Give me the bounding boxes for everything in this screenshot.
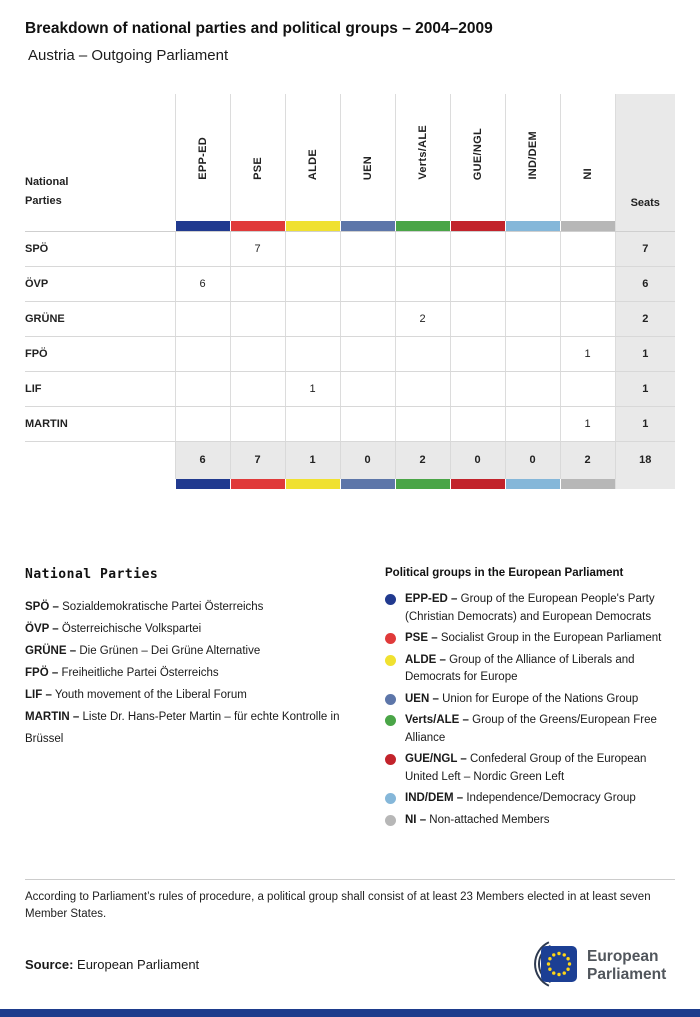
group-label: ALDE — [306, 148, 319, 180]
seat-cell — [450, 371, 505, 406]
group-column-header — [505, 94, 560, 221]
seat-cell: 1 — [560, 336, 615, 371]
seats-spacer-cell — [615, 221, 675, 231]
legend-item — [385, 591, 675, 626]
seat-cell — [560, 301, 615, 336]
party-abbr: FPÖ – — [25, 667, 59, 679]
seat-cell — [340, 266, 395, 301]
group-description: IND/DEM – Independence/Democracy Group — [405, 792, 636, 804]
group-label: UEN — [361, 155, 374, 180]
seat-cell: 2 — [395, 301, 450, 336]
group-color-bar-row — [25, 221, 675, 231]
group-label: IND/DEM — [526, 131, 539, 180]
party-full-name: Österreichische Volkspartei — [61, 623, 202, 635]
national-parties-header — [25, 94, 175, 221]
seat-cell — [230, 371, 285, 406]
seat-cell — [560, 231, 615, 266]
group-color-dot — [385, 815, 396, 826]
source-label: Source: — [25, 956, 74, 972]
footer — [25, 941, 675, 987]
seat-cell — [175, 231, 230, 266]
party-full-name: Liste Dr. Hans-Peter Martin – für echte Kontrolle in Brüssel — [25, 711, 340, 745]
seat-cell — [230, 266, 285, 301]
seat-cell — [505, 301, 560, 336]
party-abbr: MARTIN – — [25, 711, 80, 723]
group-column-header — [230, 94, 285, 221]
logo-text-line2: Parliament — [587, 966, 667, 983]
seat-cell — [285, 266, 340, 301]
group-total: 6 — [175, 441, 230, 479]
seat-cell — [175, 301, 230, 336]
group-color-dot — [385, 594, 396, 605]
legend-item — [385, 812, 675, 830]
legend-item — [385, 712, 675, 747]
party-row — [25, 406, 675, 441]
group-column-header — [340, 94, 395, 221]
party-abbr: LIF – — [25, 689, 52, 701]
row-seats-total: 1 — [615, 336, 675, 371]
group-color-bar — [340, 221, 395, 231]
group-color-bar — [560, 479, 615, 489]
legend-item — [25, 618, 359, 640]
european-parliament-logo — [513, 941, 675, 987]
legend-item — [25, 596, 359, 618]
national-parties-legend — [25, 567, 359, 829]
seat-cell — [505, 231, 560, 266]
seats-label: Seats — [630, 197, 660, 209]
seat-cell — [450, 406, 505, 441]
legend-item — [385, 630, 675, 648]
seat-cell: 1 — [560, 406, 615, 441]
political-groups-legend — [385, 567, 675, 829]
group-total: 1 — [285, 441, 340, 479]
party-row — [25, 231, 675, 266]
group-description: NI – Non-attached Members — [405, 813, 550, 826]
national-parties-legend-items — [25, 596, 359, 750]
party-row — [25, 336, 675, 371]
group-column-header — [450, 94, 505, 221]
party-name: MARTIN — [25, 406, 175, 441]
party-abbr: GRÜNE – — [25, 645, 77, 657]
spacer-cell — [25, 479, 175, 489]
eu-flag-icon — [541, 946, 577, 982]
political-groups-legend-title: Political groups in the European Parliament — [385, 567, 624, 579]
national-parties-legend-title: National Parties — [25, 567, 159, 582]
seat-cell — [230, 301, 285, 336]
group-color-bar — [395, 479, 450, 489]
group-label: GUE/NGL — [471, 127, 484, 180]
group-color-bar-row — [25, 479, 675, 489]
group-total: 0 — [340, 441, 395, 479]
group-color-bar — [505, 221, 560, 231]
party-full-name: Die Grünen – Dei Grüne Alternative — [79, 645, 261, 657]
legend-item — [385, 652, 675, 687]
group-description: EPP-ED – Group of the European People's Party (Christian Democrats) and European Democrats — [405, 593, 655, 623]
seat-cell — [560, 266, 615, 301]
group-label: NI — [581, 168, 594, 180]
group-description: ALDE – Group of the Alliance of Liberals and Democrats for Europe — [405, 653, 635, 683]
group-color-bar — [560, 221, 615, 231]
group-color-bar — [285, 221, 340, 231]
group-total: 7 — [230, 441, 285, 479]
party-row — [25, 371, 675, 406]
seat-cell — [340, 371, 395, 406]
spacer-cell — [25, 221, 175, 231]
party-abbr: SPÖ – — [25, 601, 59, 613]
group-description: PSE – Socialist Group in the European Parliament — [405, 632, 662, 644]
seat-cell — [505, 266, 560, 301]
party-row — [25, 301, 675, 336]
seat-cell — [340, 301, 395, 336]
group-color-dot — [385, 715, 396, 726]
party-abbr: ÖVP – — [25, 623, 59, 635]
legend-item — [385, 751, 675, 786]
group-label: EPP-ED — [196, 137, 209, 180]
seat-cell — [560, 371, 615, 406]
group-color-bar — [175, 479, 230, 489]
footnote: According to Parliament’s rules of procedure, a political group shall consist of at least 23 Members elected in at least seven Member States. — [25, 879, 675, 923]
grand-total-seats: 18 — [615, 441, 675, 479]
group-color-bar — [230, 221, 285, 231]
seat-cell — [505, 336, 560, 371]
group-color-dot — [385, 633, 396, 644]
seat-cell — [395, 371, 450, 406]
group-color-bar — [395, 221, 450, 231]
row-seats-total: 2 — [615, 301, 675, 336]
seat-cell — [450, 231, 505, 266]
seat-cell — [505, 406, 560, 441]
seat-cell — [340, 231, 395, 266]
spacer-cell — [25, 441, 175, 479]
group-color-bar — [175, 221, 230, 231]
seat-cell — [395, 266, 450, 301]
group-column-header — [175, 94, 230, 221]
group-color-dot — [385, 754, 396, 765]
seat-cell — [285, 406, 340, 441]
seat-cell: 7 — [230, 231, 285, 266]
national-parties-header-line1: National — [25, 175, 69, 188]
table-header-row — [25, 94, 675, 221]
seat-cell — [285, 336, 340, 371]
seat-cell — [230, 406, 285, 441]
group-color-bar — [450, 221, 505, 231]
seat-cell — [395, 336, 450, 371]
party-name: GRÜNE — [25, 301, 175, 336]
page-title: Breakdown of national parties and political groups – 2004–2009 — [25, 20, 493, 37]
row-seats-total: 6 — [615, 266, 675, 301]
group-column-header — [285, 94, 340, 221]
group-description: UEN – Union for Europe of the Nations Group — [405, 692, 639, 705]
group-color-dot — [385, 793, 396, 804]
seats-column-header — [615, 94, 675, 221]
party-name: LIF — [25, 371, 175, 406]
seat-cell — [505, 371, 560, 406]
seat-cell — [450, 266, 505, 301]
seat-cell — [395, 406, 450, 441]
group-description: GUE/NGL – Confederal Group of the European United Left – Nordic Green Left — [405, 753, 647, 783]
legend-item — [25, 640, 359, 662]
seat-cell — [175, 371, 230, 406]
legend-item — [385, 790, 675, 808]
group-color-dot — [385, 655, 396, 666]
row-seats-total: 1 — [615, 371, 675, 406]
group-color-dot — [385, 694, 396, 705]
group-color-bar — [230, 479, 285, 489]
seat-cell — [230, 336, 285, 371]
seat-cell — [285, 231, 340, 266]
party-row — [25, 266, 675, 301]
source-line — [25, 957, 199, 972]
legend-item — [25, 706, 359, 750]
group-column-header — [560, 94, 615, 221]
seat-cell: 1 — [285, 371, 340, 406]
legend-item — [25, 684, 359, 706]
seats-table — [25, 94, 675, 489]
page-subtitle: Austria – Outgoing Parliament — [28, 47, 229, 64]
seat-cell — [395, 231, 450, 266]
seat-cell — [450, 301, 505, 336]
party-full-name: Freiheitliche Partei Österreichs — [61, 667, 219, 679]
seats-spacer-cell — [615, 479, 675, 489]
group-total: 2 — [560, 441, 615, 479]
group-color-bar — [285, 479, 340, 489]
legend-section — [25, 567, 675, 829]
seat-cell — [175, 406, 230, 441]
group-color-bar — [340, 479, 395, 489]
party-name: FPÖ — [25, 336, 175, 371]
group-column-header — [395, 94, 450, 221]
group-total: 0 — [505, 441, 560, 479]
seat-cell — [340, 336, 395, 371]
group-label: PSE — [251, 157, 264, 180]
footer-accent-bar — [0, 1009, 700, 1017]
legend-item — [25, 662, 359, 684]
totals-row — [25, 441, 675, 479]
group-label: Verts/ALE — [416, 125, 429, 180]
group-description: Verts/ALE – Group of the Greens/European Free Alliance — [405, 714, 657, 744]
seat-cell — [175, 336, 230, 371]
group-color-bar — [505, 479, 560, 489]
group-color-bar — [450, 479, 505, 489]
legend-item — [385, 691, 675, 709]
party-full-name: Youth movement of the Liberal Forum — [54, 689, 247, 701]
seat-cell — [340, 406, 395, 441]
row-seats-total: 1 — [615, 406, 675, 441]
seat-cell — [285, 301, 340, 336]
group-total: 0 — [450, 441, 505, 479]
seat-cell: 6 — [175, 266, 230, 301]
group-total: 2 — [395, 441, 450, 479]
logo-text-line1: European — [587, 948, 659, 965]
source-value: European Parliament — [77, 956, 200, 972]
party-name: ÖVP — [25, 266, 175, 301]
party-full-name: Sozialdemokratische Partei Österreichs — [62, 601, 264, 613]
seat-cell — [450, 336, 505, 371]
row-seats-total: 7 — [615, 231, 675, 266]
national-parties-header-line2: Parties — [25, 194, 62, 207]
party-name: SPÖ — [25, 231, 175, 266]
